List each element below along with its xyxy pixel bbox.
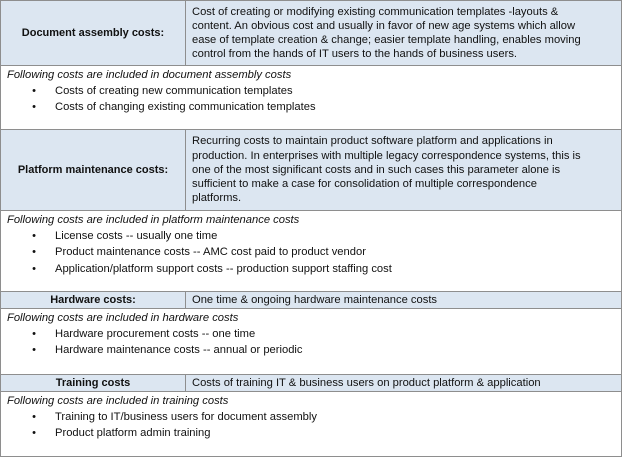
list-item	[27, 409, 615, 425]
list-item	[27, 83, 615, 99]
list-item	[27, 99, 615, 115]
cost-item-list	[7, 228, 615, 277]
list-item-text: License costs -- usually one time	[55, 230, 218, 242]
section-details-platform-maintenance	[0, 210, 622, 291]
bullet-icon: •	[32, 328, 36, 340]
list-item-text: Training to IT/business users for document assembly	[55, 411, 317, 423]
section-label: Hardware costs:	[1, 292, 186, 308]
list-item-text: Hardware maintenance costs -- annual or periodic	[55, 344, 303, 357]
cost-item-list	[7, 83, 615, 116]
bullet-icon: •	[32, 230, 36, 242]
list-item	[27, 425, 615, 441]
bullet-icon: •	[32, 262, 36, 275]
bullet-icon: •	[32, 85, 36, 97]
list-item-text: Product maintenance costs -- AMC cost paid to product vendor	[55, 246, 366, 259]
section-description	[186, 130, 621, 210]
section-label: Document assembly costs:	[1, 1, 186, 65]
section-intro: Following costs are included in platform maintenance costs	[7, 214, 300, 226]
list-item	[27, 342, 615, 358]
bullet-icon: •	[32, 411, 36, 423]
table-bottom-border	[0, 456, 622, 457]
section-intro: Following costs are included in document assembly costs	[7, 69, 292, 81]
description-line: Cost of creating or modifying existing communication templates -layouts &	[192, 5, 559, 18]
section-header-training	[0, 374, 622, 391]
cost-item-list	[7, 409, 615, 442]
list-item	[27, 244, 615, 260]
description-line: One time & ongoing hardware maintenance costs	[192, 293, 438, 306]
section-description	[186, 375, 621, 391]
list-item-text: Costs of changing existing communication templates	[55, 101, 316, 114]
description-line: Recurring costs to maintain product software platform and applications in	[192, 135, 553, 148]
list-item-text: Hardware procurement costs -- one time	[55, 328, 256, 340]
section-details-training	[0, 391, 622, 456]
section-description	[186, 292, 621, 308]
section-label: Platform maintenance costs:	[1, 130, 186, 210]
section-intro: Following costs are included in training costs	[7, 395, 229, 407]
list-item-text: Application/platform support costs -- production support staffing cost	[55, 262, 392, 275]
description-line: production. In enterprises with multiple legacy correspondence systems, this is	[192, 149, 581, 162]
description-line: one of the most significant costs and in such cases this parameter alone is	[192, 163, 561, 176]
bullet-icon: •	[32, 427, 36, 440]
description-line: Costs of training IT & business users on product platform & application	[192, 376, 541, 389]
list-item	[27, 261, 615, 277]
description-line: content. An obvious cost and usually in favor of new age systems which allow	[192, 19, 576, 32]
section-details-hardware	[0, 308, 622, 374]
bullet-icon: •	[32, 101, 36, 114]
description-line: ease of template creation & change; easier template handling, enables moving	[192, 34, 581, 46]
section-label: Training costs	[1, 375, 186, 391]
section-description	[186, 1, 621, 65]
section-header-document-assembly	[0, 0, 622, 65]
bullet-icon: •	[32, 344, 36, 357]
description-line: sufficient to make a case for consolidation of multiple correspondence	[192, 178, 537, 191]
bullet-icon: •	[32, 246, 36, 259]
section-header-hardware	[0, 291, 622, 308]
list-item	[27, 228, 615, 244]
section-intro: Following costs are included in hardware costs	[7, 312, 239, 324]
list-item	[27, 326, 615, 342]
description-line: control from the hands of IT users to the hands of business users.	[192, 48, 518, 61]
cost-item-list	[7, 326, 615, 359]
list-item-text: Product platform admin training	[55, 427, 211, 440]
description-line: platforms.	[192, 192, 242, 205]
section-details-document-assembly	[0, 65, 622, 129]
section-header-platform-maintenance	[0, 129, 622, 210]
list-item-text: Costs of creating new communication templates	[55, 85, 293, 97]
